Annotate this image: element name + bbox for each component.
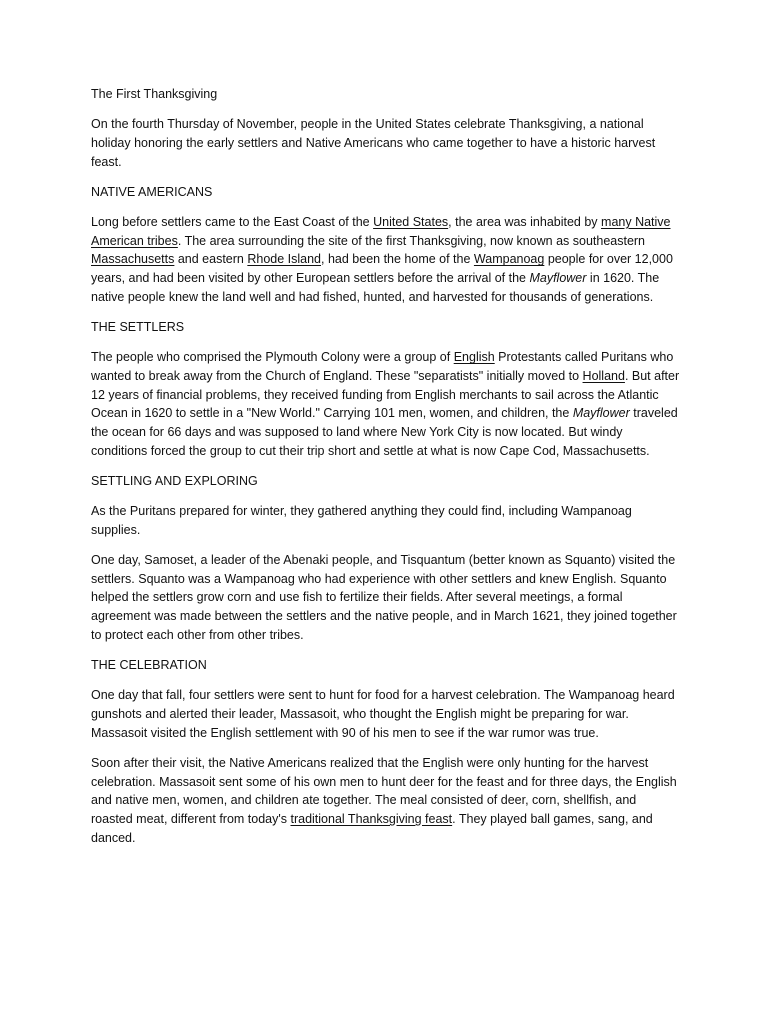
paragraph [91, 502, 681, 539]
hyperlink[interactable]: Massachusetts [91, 252, 175, 267]
text-run: in 1620. The native people knew the land well and had fished, hunted, and harvested for thousands of generations. [91, 271, 660, 304]
text-run: Long before settlers came to the East Coast of the [91, 215, 374, 230]
hyperlink[interactable]: many Native American tribes [91, 215, 671, 248]
paragraph [91, 348, 681, 460]
section-heading: THE CELEBRATION [91, 658, 207, 673]
paragraph [91, 213, 681, 307]
hyperlink[interactable]: traditional Thanksgiving feast [290, 812, 453, 826]
text-run: Protestants called Puritans who wanted to break away from the Church of England. These "separatists" initially moved to [91, 350, 674, 383]
section-heading: THE SETTLERS [91, 320, 185, 335]
text-run: One day that fall, four settlers were sent to hunt for food for a harvest celebration. The Wampanoag heard gunshots and alerted their leader, Massasoit, who thought the English might be preparing for war. Massasoit visited the English settlement with 90 of his men to see if the war rumor was true. [91, 688, 675, 740]
document-body [91, 115, 681, 847]
text-run: One day, Samoset, a leader of the Abenaki people, and Tisquantum (better known as Squanto) visited the settlers. Squanto was a Wampanoag who had experience with other settlers and knew English. Squanto helped the settlers grow corn and use fish to fertilize their fields. After several meetings, a formal agreement was made between the settlers and the native people, and in March 1621, they joined together to protect each other from other tribes. [91, 553, 677, 642]
document-page [91, 85, 681, 859]
text-run: . The area surrounding the site of the first Thanksgiving, now known as southeastern [177, 233, 646, 248]
hyperlink[interactable]: Holland [582, 368, 625, 383]
paragraph [91, 551, 681, 645]
hyperlink[interactable]: Wampanoag [473, 252, 545, 267]
hyperlink[interactable]: English [453, 350, 495, 365]
text-run: . They played ball games, sang, and danced. [91, 812, 653, 845]
paragraph [91, 754, 681, 848]
text-run: Soon after their visit, the Native Americans realized that the English were only hunting for the harvest celebration. Massasoit sent some of his own men to hunt deer for the feast and for three days, the English and native men, women, and children ate together. The meal consisted of deer, corn, shellfish, and roasted meat, different from today's [91, 755, 677, 826]
text-run: people for over 12,000 years, and had been visited by other European settlers before the arrival of the [91, 252, 673, 286]
italic-text: Mayflower [529, 271, 587, 286]
document-title: The First Thanksgiving [91, 87, 218, 101]
text-run: On the fourth Thursday of November, people in the United States celebrate Thanksgiving, a national holiday honoring the early settlers and Native Americans who came together to have a historic harvest feast. [91, 117, 656, 169]
text-run: The people who comprised the Plymouth Colony were a group of [91, 350, 454, 365]
text-run: , the area was inhabited by [448, 215, 602, 230]
text-run: and eastern [174, 252, 248, 267]
hyperlink[interactable]: United States [373, 215, 449, 230]
section-heading: NATIVE AMERICANS [91, 184, 213, 199]
hyperlink[interactable]: Rhode Island [247, 252, 322, 267]
text-run: traveled the ocean for 66 days and was supposed to land where New York City is now located. But windy conditions forced the group to cut their trip short and settle at what is now Cape Cod, Massachusetts. [91, 406, 678, 458]
italic-text: Mayflower [572, 406, 630, 421]
paragraph [91, 686, 681, 742]
text-run: As the Puritans prepared for winter, they gathered anything they could find, including Wampanoag supplies. [91, 504, 632, 537]
text-run: . But after 12 years of financial problems, they received funding from English merchants to sail across the Atlantic Ocean in 1620 to settle in a "New World." Carrying 101 men, women, and children, the [91, 368, 680, 421]
section-heading: SETTLING AND EXPLORING [91, 473, 258, 488]
paragraph [91, 115, 681, 171]
text-run: , had been the home of the [321, 252, 474, 267]
